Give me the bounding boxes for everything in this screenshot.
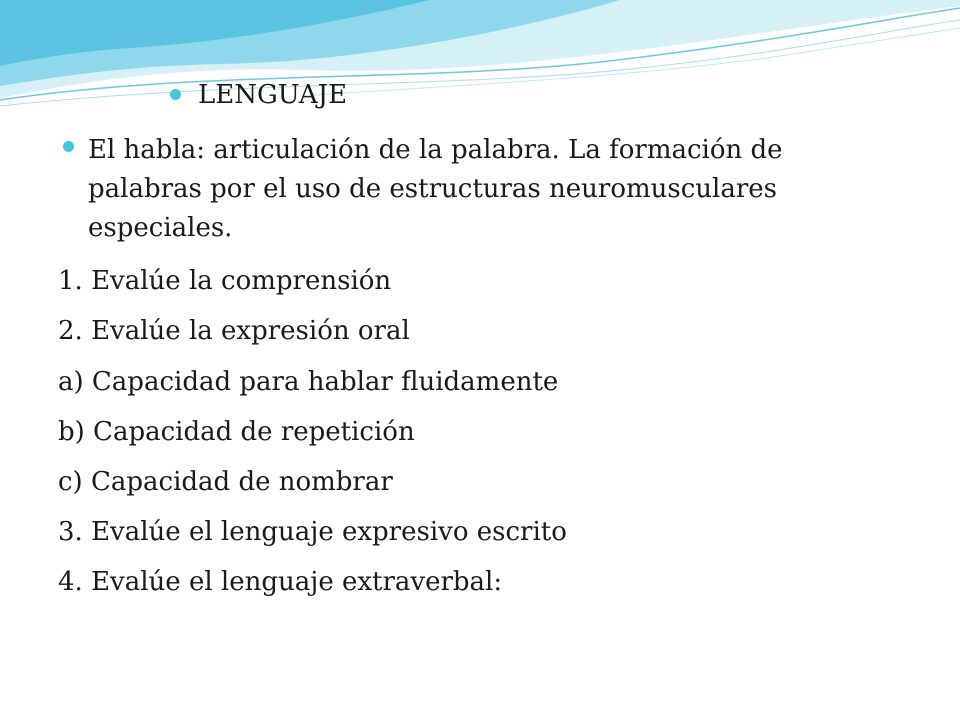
list-line-5: c) Capacidad de nombrar [58, 467, 393, 497]
heading-bullet-icon [170, 89, 181, 100]
list-line-2: 2. Evalúe la expresión oral [58, 316, 410, 346]
list-line-4: b) Capacidad de repetición [58, 417, 415, 447]
list-line-7: 4. Evalúe el lenguaje extraverbal: [58, 567, 503, 597]
list-line-1: 1. Evalúe la comprensión [58, 266, 392, 296]
list-line-6: 3. Evalúe el lenguaje expresivo escrito [58, 517, 567, 547]
list-line-3: a) Capacidad para hablar fluidamente [58, 367, 559, 397]
bullet-paragraph: El habla: articulación de la palabra. La formación de palabras por el uso de estructuras neuromusculares especiales. [88, 135, 783, 243]
slide-heading: LENGUAJE [198, 80, 348, 110]
header-wave-decoration [0, 0, 960, 110]
paragraph-bullet-icon [63, 141, 74, 152]
